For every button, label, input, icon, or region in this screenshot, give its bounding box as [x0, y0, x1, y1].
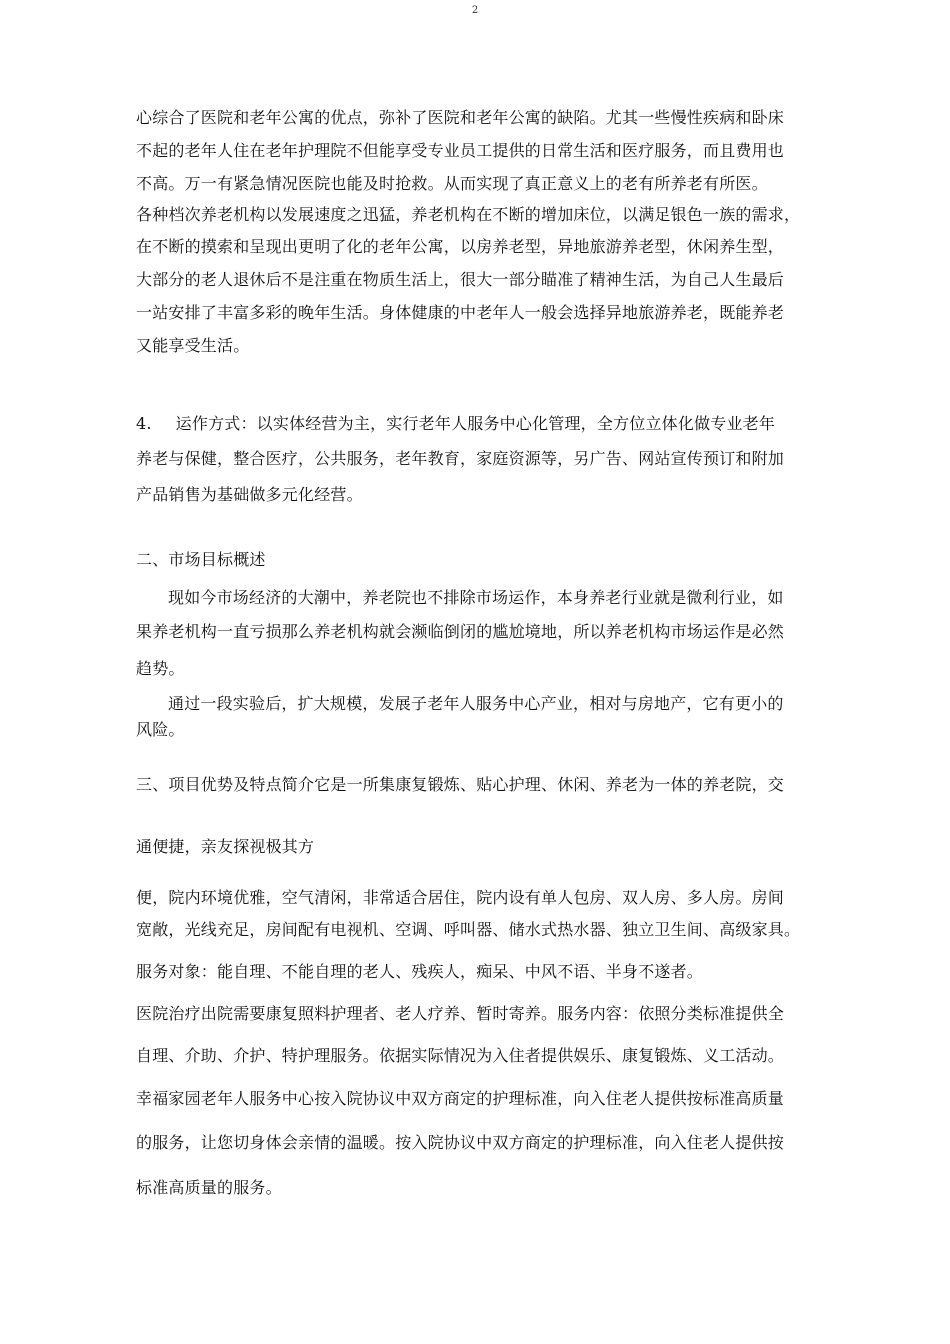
section-heading: 三、项目优势及特点简介它是一所集康复锻炼、贴心护理、休闲、养老为一体的养老院，交 [136, 775, 785, 794]
paragraph-line: 一站安排了丰富多彩的晚年生活。身体健康的中老年人一般会选择异地旅游养老，既能养老 [136, 303, 785, 322]
paragraph-line: 不起的老年人住在老年护理院不但能享受专业员工提供的日常生活和医疗服务，而且费用也 [136, 141, 785, 160]
paragraph-line: 大部分的老人退休后不是注重在物质生活上，很大一部分瞄准了精神生活，为自己人生最后 [136, 270, 785, 289]
paragraph-line: 幸福家园老年人服务中心按入院协议中双方商定的护理标准，向入住老人提供按标准高质量 [136, 1089, 785, 1108]
paragraph-line: 趋势。 [136, 659, 185, 678]
paragraph-line: 又能享受生活。 [136, 336, 250, 355]
paragraph-line: 标准高质量的服务。 [136, 1178, 282, 1197]
section-4-text: 运作方式：以实体经营为主，实行老年人服务中心化管理，全方位立体化做专业老年 [175, 414, 776, 433]
paragraph-line: 现如今市场经济的大潮中，养老院也不排除市场运作，本身养老行业就是微利行业，如 [168, 588, 784, 607]
paragraph-line: 通便捷，亲友探视极其方 [136, 837, 315, 856]
section-4-number: 4. [136, 414, 152, 433]
paragraph-line: 养老与保健，整合医疗，公共服务，老年教育，家庭资源等，另广告、网站宣传预订和附加 [136, 449, 785, 468]
paragraph-line: 服务对象：能自理、不能自理的老人、残疾人，痴呆、中风不语、半身不遂者。 [136, 962, 704, 981]
paragraph-line: 医院治疗出院需要康复照料护理者、老人疗养、暂时寄养。服务内容：依照分类标准提供全 [136, 1004, 785, 1023]
paragraph-line: 自理、介助、介护、特护理服务。依据实际情况为入住者提供娱乐、康复锻炼、义工活动。 [136, 1046, 785, 1065]
paragraph-line: 心综合了医院和老年公寓的优点，弥补了医院和老年公寓的缺陷。尤其一些慢性疾病和卧床 [136, 108, 785, 127]
paragraph-line: 各种档次养老机构以发展速度之迅猛，养老机构在不断的增加床位，以满足银色一族的需求， [136, 205, 801, 224]
section-heading: 二、市场目标概述 [136, 550, 266, 569]
paragraph-line: 在不断的摸索和呈现出更明了化的老年公寓，以房养老型，异地旅游养老型，休闲养生型， [136, 237, 785, 256]
paragraph-line: 风险。 [136, 720, 185, 739]
page-number: 2 [471, 5, 479, 16]
paragraph-line: 便，院内环境优雅，空气清闲，非常适合居住，院内设有单人包房、双人房、多人房。房间 [136, 888, 785, 907]
paragraph-line: 产品销售为基础做多元化经营。 [136, 485, 363, 504]
paragraph-line: 宽敞，光线充足，房间配有电视机、空调、呼叫器、储水式热水器、独立卫生间、高级家具。 [136, 920, 801, 939]
section-4-line [136, 414, 826, 434]
paragraph-line: 通过一段实验后，扩大规模，发展子老年人服务中心产业，相对与房地产，它有更小的 [168, 694, 784, 713]
paragraph-line: 不高。万一有紧急情况医院也能及时抢救。从而实现了真正意义上的老有所养老有所医。 [136, 174, 768, 193]
paragraph-line: 的服务，让您切身体会亲情的温暖。按入院协议中双方商定的护理标准，向入住老人提供按 [136, 1133, 785, 1152]
paragraph-line: 果养老机构一直亏损那么养老机构就会濒临倒闭的尴尬境地，所以养老机构市场运作是必然 [136, 622, 785, 641]
